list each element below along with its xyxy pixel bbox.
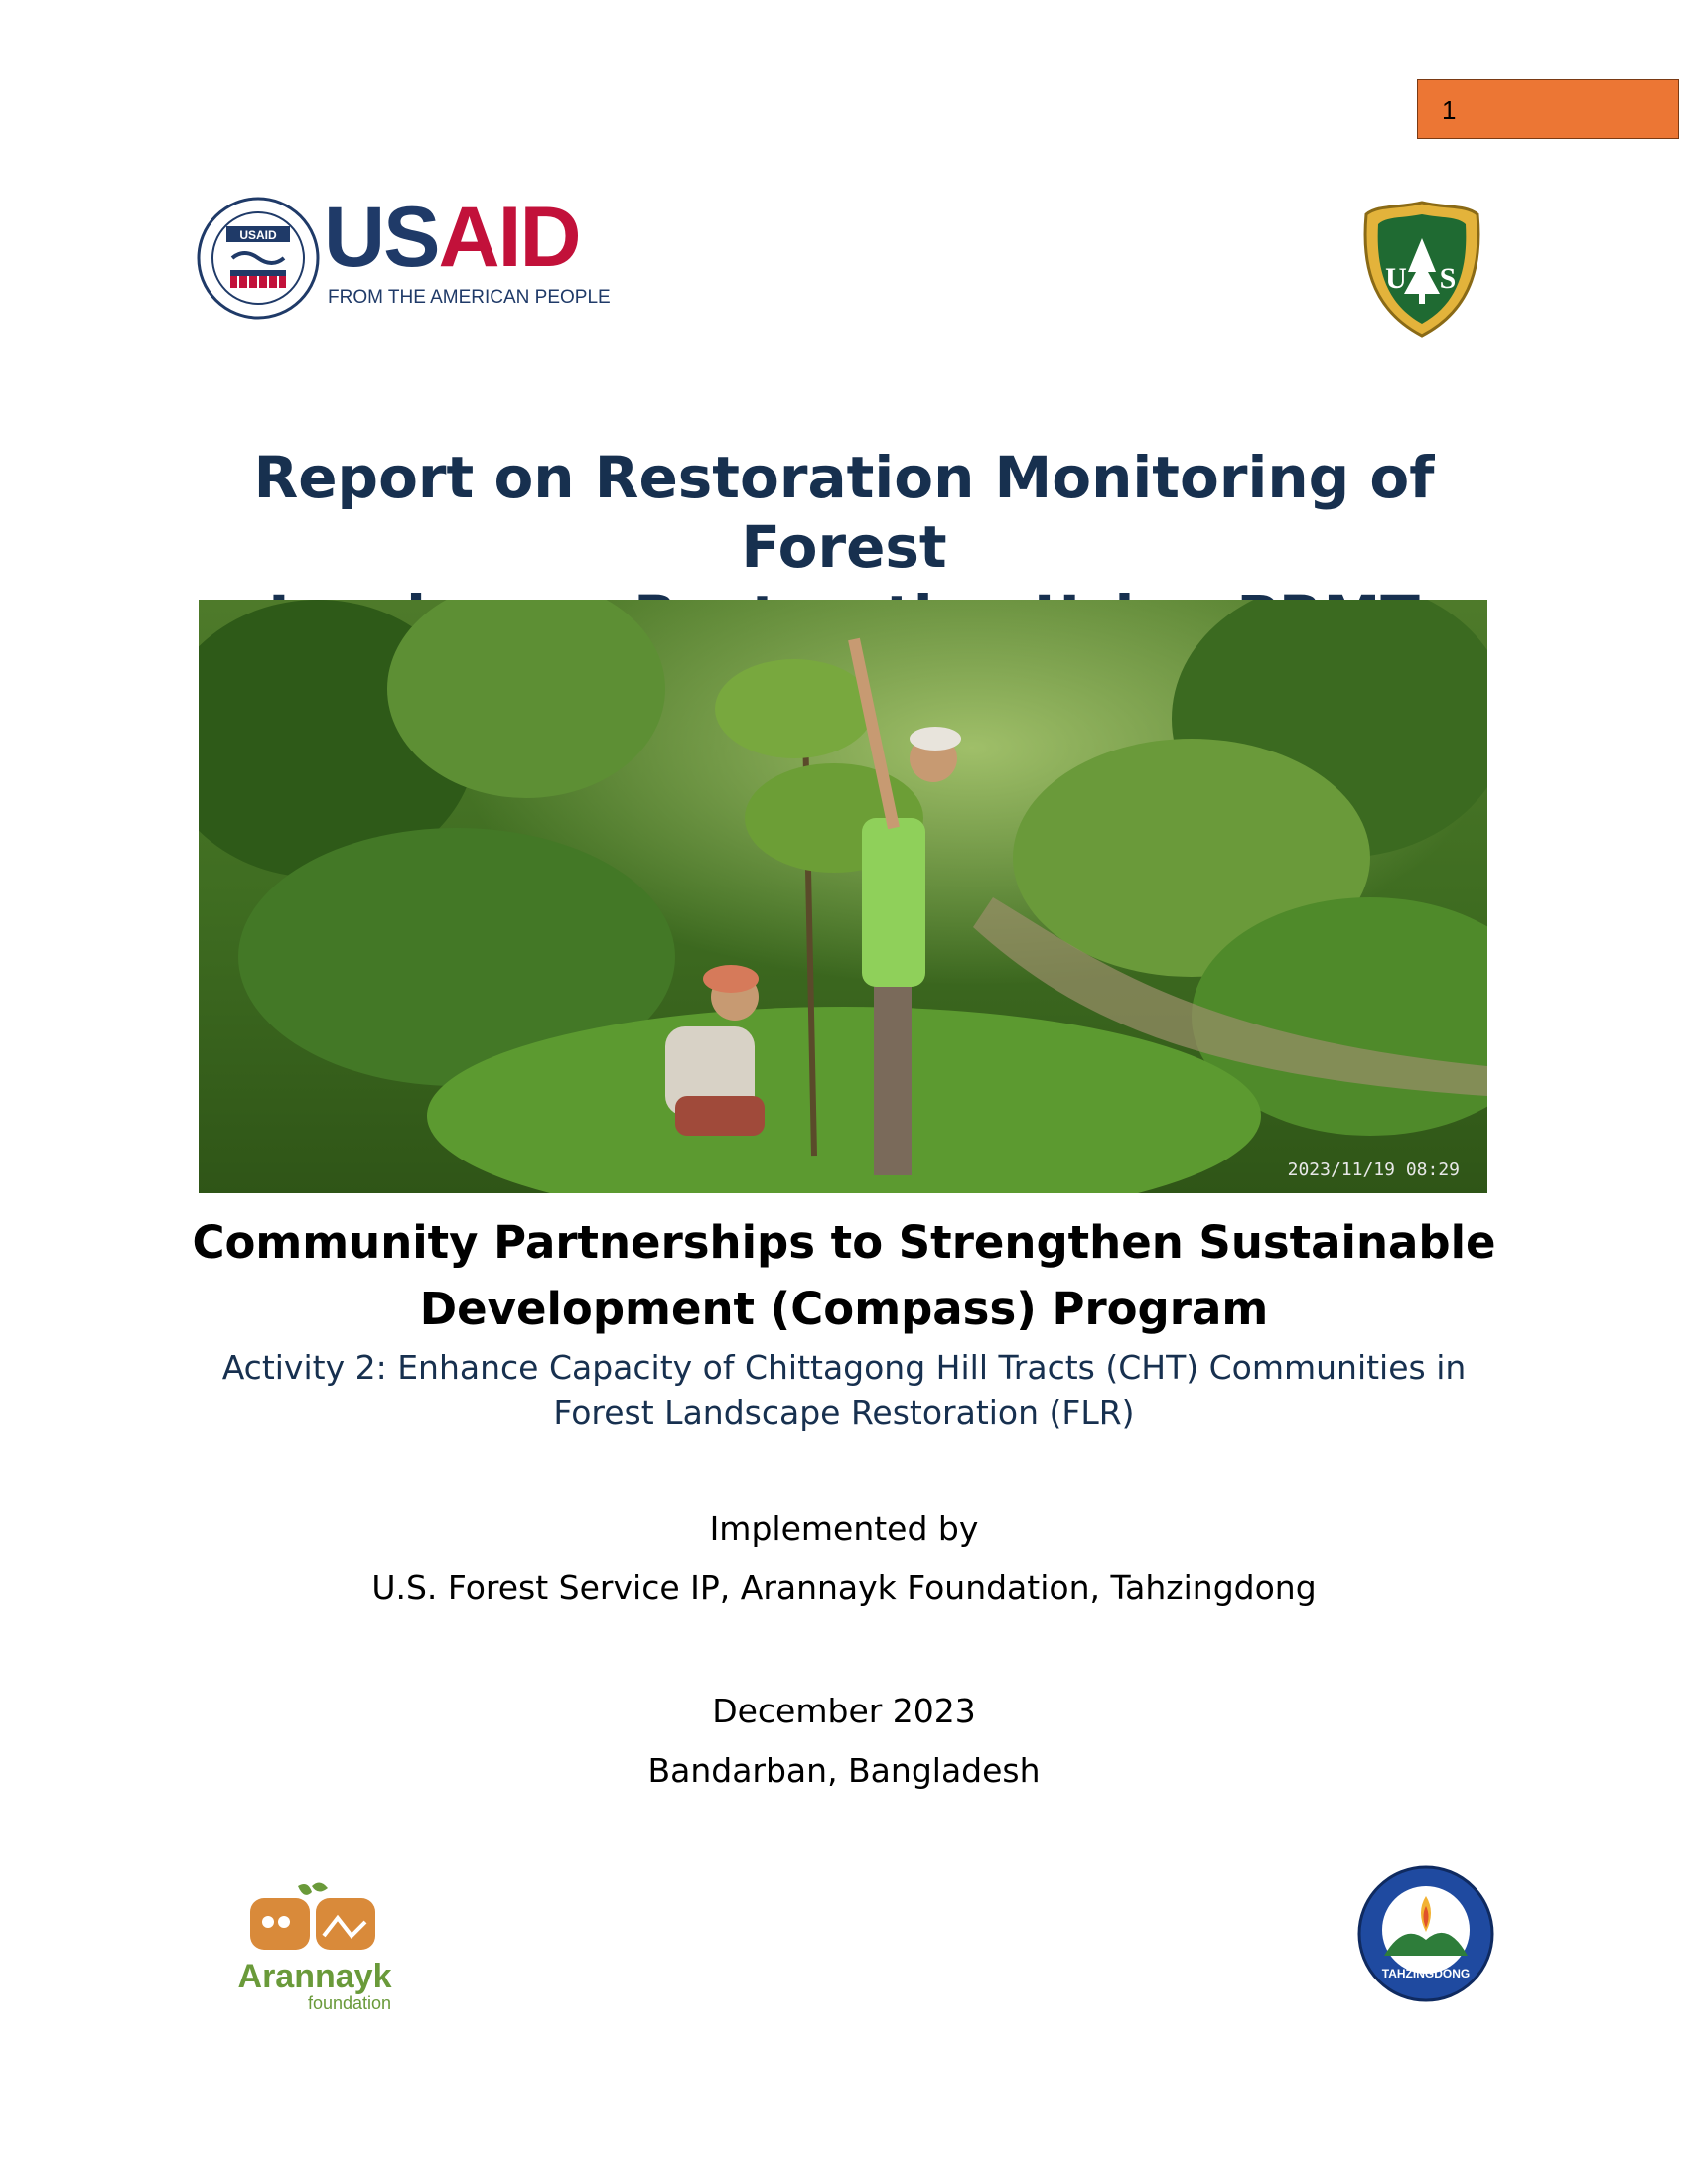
program-title-line-2: Development (Compass) Program [419,1283,1269,1335]
usaid-wordmark [324,190,580,285]
usaid-wordmark-us: US [324,190,439,285]
usaid-seal-logo [197,197,320,320]
page-number: 1 [1442,95,1457,125]
arannayk-foundation-logo [220,1880,409,2019]
page-number-badge [1417,79,1679,139]
usaid-tagline: FROM THE AMERICAN PEOPLE [328,287,611,308]
photo-timestamp: 2023/11/19 08:29 [1287,1160,1460,1180]
program-title [149,1209,1539,1342]
report-date: December 2023 [712,1692,976,1730]
report-title-line-1: Report on Restoration Monitoring of Forest [253,444,1435,581]
report-location: Bandarban, Bangladesh [647,1751,1041,1790]
cover-photo-forest-restoration [199,600,1487,1193]
implemented-by-label: Implemented by [709,1509,979,1548]
tahzingdong-name: TAHZINGDONG [1381,1967,1471,1980]
tahzingdong-logo [1356,1864,1495,2003]
activity-description [149,1345,1539,1434]
activity-line-1: Activity 2: Enhance Capacity of Chittagong Hill Tracts (CHT) Communities in [221,1348,1467,1387]
arannayk-subtitle: foundation [307,1993,392,2013]
activity-line-2: Forest Landscape Restoration (FLR) [553,1393,1135,1432]
svg-text:U: U [1385,262,1407,295]
arannayk-name: Arannayk [237,1958,392,1995]
usaid-wordmark-aid: AID [438,190,580,285]
forest-service-shield-logo [1358,199,1485,340]
svg-text:USAID: USAID [239,228,277,242]
program-title-line-1: Community Partnerships to Strengthen Sustainable [192,1216,1496,1269]
svg-text:S: S [1439,262,1457,295]
implementers: U.S. Forest Service IP, Arannayk Foundation, Tahzingdong [371,1569,1317,1607]
